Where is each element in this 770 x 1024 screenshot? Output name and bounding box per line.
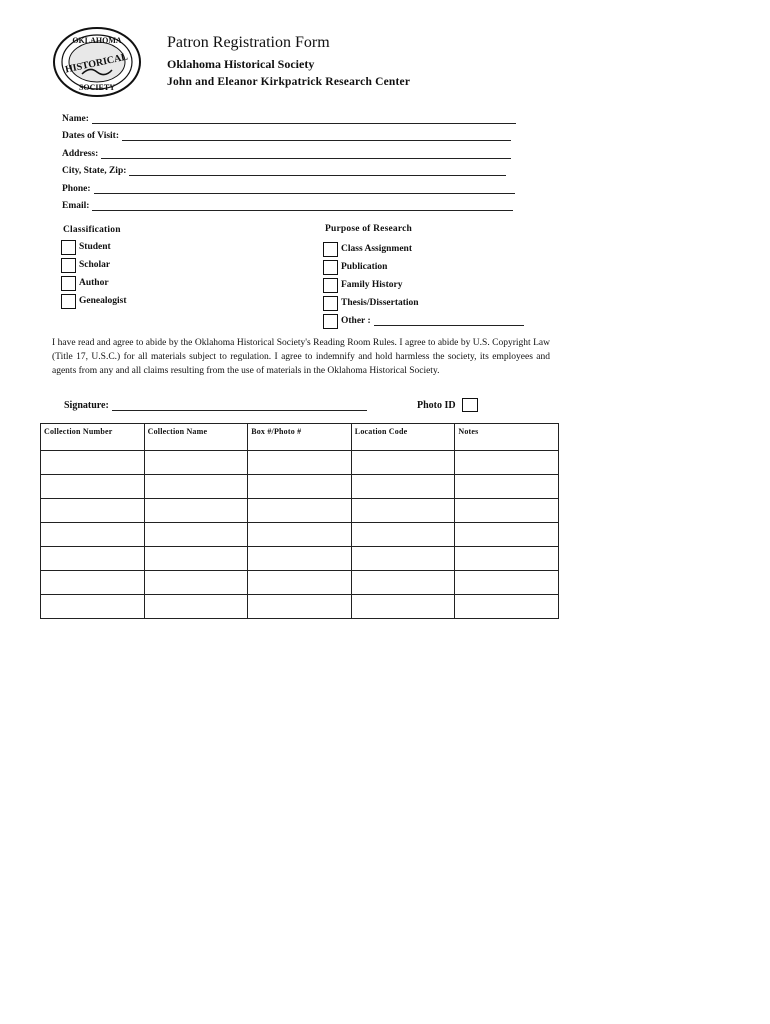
table-cell[interactable] bbox=[144, 547, 248, 571]
checkbox-other[interactable] bbox=[323, 314, 338, 329]
table-cell[interactable] bbox=[351, 547, 455, 571]
col-collection-number: Collection Number bbox=[41, 424, 145, 451]
signature-field[interactable] bbox=[64, 400, 367, 411]
table-cell[interactable] bbox=[455, 547, 559, 571]
table-row bbox=[41, 451, 559, 475]
name-input-line[interactable] bbox=[92, 115, 516, 124]
option-class-assignment[interactable] bbox=[323, 240, 524, 258]
table-row bbox=[41, 547, 559, 571]
form-title: Patron Registration Form bbox=[167, 34, 330, 51]
city-state-zip-input-line[interactable] bbox=[129, 167, 506, 176]
table-cell[interactable] bbox=[41, 571, 145, 595]
table-cell[interactable] bbox=[455, 451, 559, 475]
table-row bbox=[41, 499, 559, 523]
name-field[interactable] bbox=[62, 114, 516, 124]
email-field[interactable] bbox=[62, 201, 513, 211]
dates-of-visit-input-line[interactable] bbox=[122, 132, 511, 141]
table-cell[interactable] bbox=[248, 475, 352, 499]
classification-options bbox=[61, 238, 127, 310]
classification-heading: Classification bbox=[63, 225, 121, 235]
table-cell[interactable] bbox=[41, 547, 145, 571]
option-scholar-label: Scholar bbox=[79, 260, 111, 270]
table-cell[interactable] bbox=[41, 595, 145, 619]
checkbox-thesis[interactable] bbox=[323, 296, 338, 311]
city-state-zip-field[interactable] bbox=[62, 166, 506, 176]
checkbox-student[interactable] bbox=[61, 240, 76, 255]
photo-id-field[interactable] bbox=[417, 398, 481, 412]
option-publication-label: Publication bbox=[341, 262, 388, 272]
city-state-zip-label: City, State, Zip: bbox=[62, 166, 127, 176]
table-cell[interactable] bbox=[351, 475, 455, 499]
address-input-line[interactable] bbox=[101, 150, 511, 159]
checkbox-author[interactable] bbox=[61, 276, 76, 291]
center-name: John and Eleanor Kirkpatrick Research Center bbox=[167, 76, 411, 88]
table-row bbox=[41, 523, 559, 547]
option-family-history[interactable] bbox=[323, 276, 524, 294]
table-cell[interactable] bbox=[144, 523, 248, 547]
table-row bbox=[41, 595, 559, 619]
dates-of-visit-field[interactable] bbox=[62, 131, 511, 141]
svg-text:SOCIETY: SOCIETY bbox=[78, 83, 116, 92]
table-cell[interactable] bbox=[351, 499, 455, 523]
checkbox-publication[interactable] bbox=[323, 260, 338, 275]
option-genealogist-label: Genealogist bbox=[79, 296, 127, 306]
photo-id-label: Photo ID bbox=[417, 399, 456, 411]
collection-table bbox=[40, 423, 559, 619]
table-row bbox=[41, 571, 559, 595]
checkbox-class-assignment[interactable] bbox=[323, 242, 338, 257]
svg-text:OKLAHOMA: OKLAHOMA bbox=[72, 36, 122, 45]
option-author-label: Author bbox=[79, 278, 109, 288]
table-row bbox=[41, 475, 559, 499]
table-cell[interactable] bbox=[455, 499, 559, 523]
table-cell[interactable] bbox=[248, 451, 352, 475]
table-cell[interactable] bbox=[455, 595, 559, 619]
email-input-line[interactable] bbox=[92, 202, 513, 211]
col-location-code: Location Code bbox=[351, 424, 455, 451]
table-cell[interactable] bbox=[248, 499, 352, 523]
dates-of-visit-label: Dates of Visit: bbox=[62, 131, 119, 141]
table-cell[interactable] bbox=[455, 571, 559, 595]
option-family-history-label: Family History bbox=[341, 280, 403, 290]
option-other-label: Other : bbox=[341, 316, 371, 326]
table-cell[interactable] bbox=[41, 499, 145, 523]
phone-input-line[interactable] bbox=[94, 185, 515, 194]
checkbox-scholar[interactable] bbox=[61, 258, 76, 273]
checkbox-genealogist[interactable] bbox=[61, 294, 76, 309]
agreement-text: I have read and agree to abide by the Oklahoma Historical Society's Reading Room Rules. I agree to abide by U.S. Copyright Law (Title 17, U.S.C.) for all materials subject to regulation. I agree to indemnify and hold harmless the society, its employees and agents from any and all claims resulting from the use of materials in the Oklahoma Historical Society. bbox=[52, 338, 550, 376]
table-cell[interactable] bbox=[248, 571, 352, 595]
table-cell[interactable] bbox=[248, 523, 352, 547]
address-label: Address: bbox=[62, 149, 99, 159]
option-thesis-label: Thesis/Dissertation bbox=[341, 298, 419, 308]
table-cell[interactable] bbox=[41, 475, 145, 499]
table-cell[interactable] bbox=[144, 475, 248, 499]
option-publication[interactable] bbox=[323, 258, 524, 276]
option-student[interactable] bbox=[61, 238, 127, 256]
table-cell[interactable] bbox=[351, 595, 455, 619]
table-cell[interactable] bbox=[144, 451, 248, 475]
society-seal-logo bbox=[52, 26, 142, 98]
signature-label: Signature: bbox=[64, 400, 109, 411]
table-cell[interactable] bbox=[41, 523, 145, 547]
option-genealogist[interactable] bbox=[61, 292, 127, 310]
col-collection-name: Collection Name bbox=[144, 424, 248, 451]
col-notes: Notes bbox=[455, 424, 559, 451]
checkbox-family-history[interactable] bbox=[323, 278, 338, 293]
table-cell[interactable] bbox=[351, 571, 455, 595]
col-box-photo: Box #/Photo # bbox=[248, 424, 352, 451]
checkbox-photo-id[interactable] bbox=[462, 398, 478, 412]
table-cell[interactable] bbox=[351, 523, 455, 547]
svg-text:HISTORICAL: HISTORICAL bbox=[64, 51, 129, 76]
option-author[interactable] bbox=[61, 274, 127, 292]
table-header-row bbox=[41, 424, 559, 451]
purpose-options bbox=[323, 240, 524, 330]
table-cell[interactable] bbox=[248, 547, 352, 571]
option-scholar[interactable] bbox=[61, 256, 127, 274]
table-cell[interactable] bbox=[41, 451, 145, 475]
option-class-assignment-label: Class Assignment bbox=[341, 244, 412, 254]
option-student-label: Student bbox=[79, 242, 111, 252]
table-cell[interactable] bbox=[455, 523, 559, 547]
signature-input-line[interactable] bbox=[112, 401, 367, 411]
option-other[interactable] bbox=[323, 312, 524, 330]
table-cell[interactable] bbox=[248, 595, 352, 619]
purpose-heading: Purpose of Research bbox=[325, 224, 412, 234]
address-field[interactable] bbox=[62, 149, 511, 159]
other-input-line[interactable] bbox=[374, 316, 524, 326]
name-label: Name: bbox=[62, 114, 89, 124]
phone-field[interactable] bbox=[62, 184, 515, 194]
table-cell[interactable] bbox=[144, 571, 248, 595]
email-label: Email: bbox=[62, 201, 90, 211]
table-cell[interactable] bbox=[351, 451, 455, 475]
phone-label: Phone: bbox=[62, 184, 91, 194]
table-cell[interactable] bbox=[144, 499, 248, 523]
option-thesis[interactable] bbox=[323, 294, 524, 312]
organization-name: Oklahoma Historical Society bbox=[167, 57, 315, 71]
table-cell[interactable] bbox=[144, 595, 248, 619]
table-cell[interactable] bbox=[455, 475, 559, 499]
